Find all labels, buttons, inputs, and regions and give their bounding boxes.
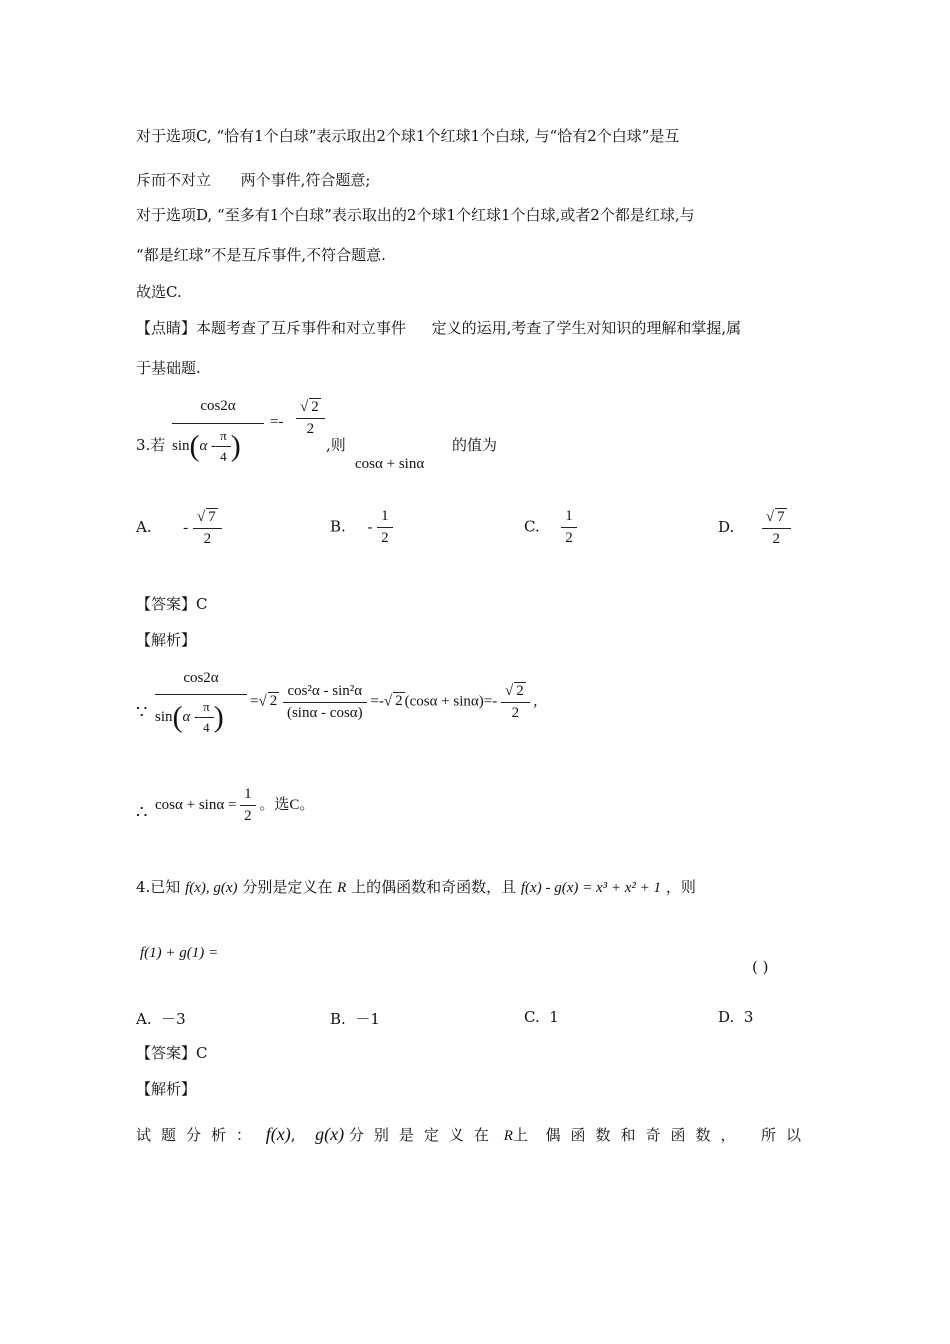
text-segment: 分别是定义在 xyxy=(242,878,333,896)
solution-rhs-fraction: $\frac{√ 2}{2}$ xyxy=(501,682,530,722)
q4-analysis-heading: 【解析】 xyxy=(136,1080,197,1098)
q4-detail-line xyxy=(136,1124,811,1145)
option-d-explanation-line1: 对于选项D, “至多有1个白球”表示取出的2个球1个红球1个白球,或者2个都是红球,与 xyxy=(136,206,695,224)
f-of-x: f(x) xyxy=(265,1124,291,1144)
option-sign: - xyxy=(367,519,373,536)
equals-sign: = xyxy=(250,693,259,710)
q4-option-c[interactable] xyxy=(524,1008,559,1026)
text-segment: 定义的运用,考查了学生对知识的理解和掌握,属 xyxy=(431,319,742,337)
q4-ask: f(1) + g(1) = xyxy=(140,945,219,961)
four-text: 4 xyxy=(220,449,227,464)
q3-rhs xyxy=(296,398,325,438)
mid-denominator: (sinα - cosα) xyxy=(286,704,363,721)
pi-text: π xyxy=(216,428,231,447)
real-set: R xyxy=(337,880,347,896)
q4-option-a[interactable] xyxy=(136,1008,186,1029)
rhs-root: 2 xyxy=(311,399,319,415)
option-label: B. xyxy=(330,1010,346,1028)
right-paren: ) xyxy=(213,700,224,734)
option-label: C. xyxy=(524,1008,540,1026)
g-of-x: g(x) xyxy=(315,1124,345,1144)
text-segment: 斥而不对立 xyxy=(136,171,212,189)
option-value: －1 xyxy=(355,1010,380,1028)
option-fraction: $\frac{√ 7}{2}$ xyxy=(193,508,222,548)
option-label: B. xyxy=(330,517,346,536)
text-segment: 所以 xyxy=(761,1126,812,1144)
pi-over-four xyxy=(199,699,214,736)
equals-minus: =- xyxy=(483,693,498,710)
solution-fraction-bar xyxy=(155,694,247,695)
sin-text: sin xyxy=(172,437,190,454)
q3-equals: =- xyxy=(270,414,284,430)
option-c-explanation-line2 xyxy=(136,170,370,190)
option-sign: - xyxy=(183,520,189,536)
option-root: 7 xyxy=(208,509,216,525)
option-value: 1 xyxy=(549,1008,559,1026)
option-num: 1 xyxy=(561,508,577,528)
option-value: －3 xyxy=(161,1010,186,1028)
equals-minus: =- xyxy=(370,693,384,710)
left-paren: ( xyxy=(189,429,200,463)
option-den: 2 xyxy=(203,531,212,547)
text-segment: ，则 xyxy=(665,878,696,896)
fg-functions: f(x), g(x) xyxy=(185,880,238,896)
rhs-fraction: $\frac{√ 2}{2}$ xyxy=(296,398,325,438)
option-num: 1 xyxy=(377,508,393,528)
q3-prefix: 3.若 xyxy=(136,436,166,454)
sum-expression: (cosα + sinα) xyxy=(404,693,484,710)
alpha-minus: α - xyxy=(199,437,217,454)
final-tail: 。选C。 xyxy=(259,796,315,813)
option-label: D. xyxy=(718,1008,735,1026)
option-value: 3 xyxy=(743,1008,754,1026)
final-num: 1 xyxy=(240,786,256,806)
q3-condition-numerator: cos2α xyxy=(200,398,236,414)
solution-lhs-numerator: cos2α xyxy=(183,670,219,686)
sin-text: sin xyxy=(155,708,173,725)
final-expression: cosα + sinα xyxy=(155,796,225,813)
final-fraction xyxy=(240,786,256,825)
q3-analysis-heading: 【解析】 xyxy=(136,631,197,649)
text-segment: 【点睛】本题考查了互斥事件和对立事件 xyxy=(136,319,407,337)
solution-lhs-denominator xyxy=(155,699,224,736)
pi-over-four xyxy=(216,428,231,465)
option-fraction: $\frac{√ 7}{2}$ xyxy=(762,508,791,548)
q3-option-c[interactable] xyxy=(524,508,577,547)
q3-fraction-bar xyxy=(172,423,264,424)
solution-step: =√ 2 $\frac{\text{cos²α - sin²α}}{(\sin\alpha - \cos\alpha)}$ =-√ 2 (cosα + sinα)=- $\frac{√ 2}{2}$ , xyxy=(250,682,538,721)
rhs-den: 2 xyxy=(306,421,315,437)
text-segment: 上 xyxy=(512,1126,528,1144)
q4-option-d[interactable] xyxy=(718,1008,753,1026)
option-d-explanation-line2: “都是红球”不是互斥事件,不符合题意. xyxy=(136,246,386,264)
rhs-den: 2 xyxy=(511,705,520,721)
q3-option-a[interactable] xyxy=(136,508,222,548)
conclusion-text: 故选C. xyxy=(136,283,182,301)
comma: , xyxy=(290,1126,296,1144)
therefore-symbol: ∴ xyxy=(136,802,148,823)
comment-line2: 于基础题. xyxy=(136,359,201,377)
mid-numerator: cos²α - sin²α xyxy=(283,683,367,703)
q4-stem xyxy=(136,876,696,897)
final-den: 2 xyxy=(244,808,252,824)
real-set: R xyxy=(503,1128,513,1144)
q4-prefix: 4.已知 xyxy=(136,878,181,896)
pi-text: π xyxy=(199,699,214,718)
option-c-explanation-line1: 对于选项C, “恰有1个白球”表示取出2个球1个红球1个白球, 与“恰有2个白球”是互 xyxy=(136,127,680,145)
option-den: 2 xyxy=(772,531,780,547)
q3-value-of: 的值为 xyxy=(452,436,498,454)
option-label: A. xyxy=(136,1010,152,1028)
text-segment: 偶函数和奇函数， xyxy=(545,1126,746,1144)
q3-option-d[interactable] xyxy=(718,508,791,548)
q4-option-b[interactable] xyxy=(330,1008,380,1029)
comma: , xyxy=(533,693,538,710)
text-segment: 分别是定义在 xyxy=(348,1126,499,1144)
comment-line1 xyxy=(136,318,741,338)
solution-mid-fraction xyxy=(283,683,367,722)
text-segment: 试题分析： xyxy=(136,1126,262,1144)
alpha-minus: α - xyxy=(182,708,200,725)
text-segment: 上的偶函数和奇函数，且 xyxy=(351,878,517,896)
q3-answer: 【答案】C xyxy=(136,595,208,613)
equals-sign: = xyxy=(227,796,237,813)
right-paren: ) xyxy=(230,429,241,463)
q3-expression: cosα + sinα xyxy=(355,456,425,472)
four-text: 4 xyxy=(203,720,210,735)
option-label: D. xyxy=(718,518,735,536)
left-paren: ( xyxy=(172,700,183,734)
q3-then: ,则 xyxy=(326,436,346,454)
because-symbol: ∵ xyxy=(136,702,148,723)
q3-option-b[interactable] xyxy=(330,508,393,547)
option-fraction xyxy=(377,508,393,547)
option-fraction xyxy=(561,508,577,547)
option-label: C. xyxy=(524,517,540,536)
option-root: 7 xyxy=(777,509,785,525)
root-two: 2 xyxy=(395,693,403,710)
text-segment: 两个事件,符合题意; xyxy=(240,171,371,189)
q4-answer-bracket: ( ) xyxy=(752,958,769,976)
option-label: A. xyxy=(136,518,152,536)
root-two: 2 xyxy=(269,693,278,710)
q4-equation: f(x) - g(x) = x³ + x² + 1 xyxy=(520,880,662,896)
root-two: 2 xyxy=(516,683,524,699)
q4-answer: 【答案】C xyxy=(136,1044,208,1062)
option-den: 2 xyxy=(565,530,573,546)
option-den: 2 xyxy=(381,530,389,546)
final-result xyxy=(155,786,314,825)
q3-condition-denominator xyxy=(172,428,241,465)
